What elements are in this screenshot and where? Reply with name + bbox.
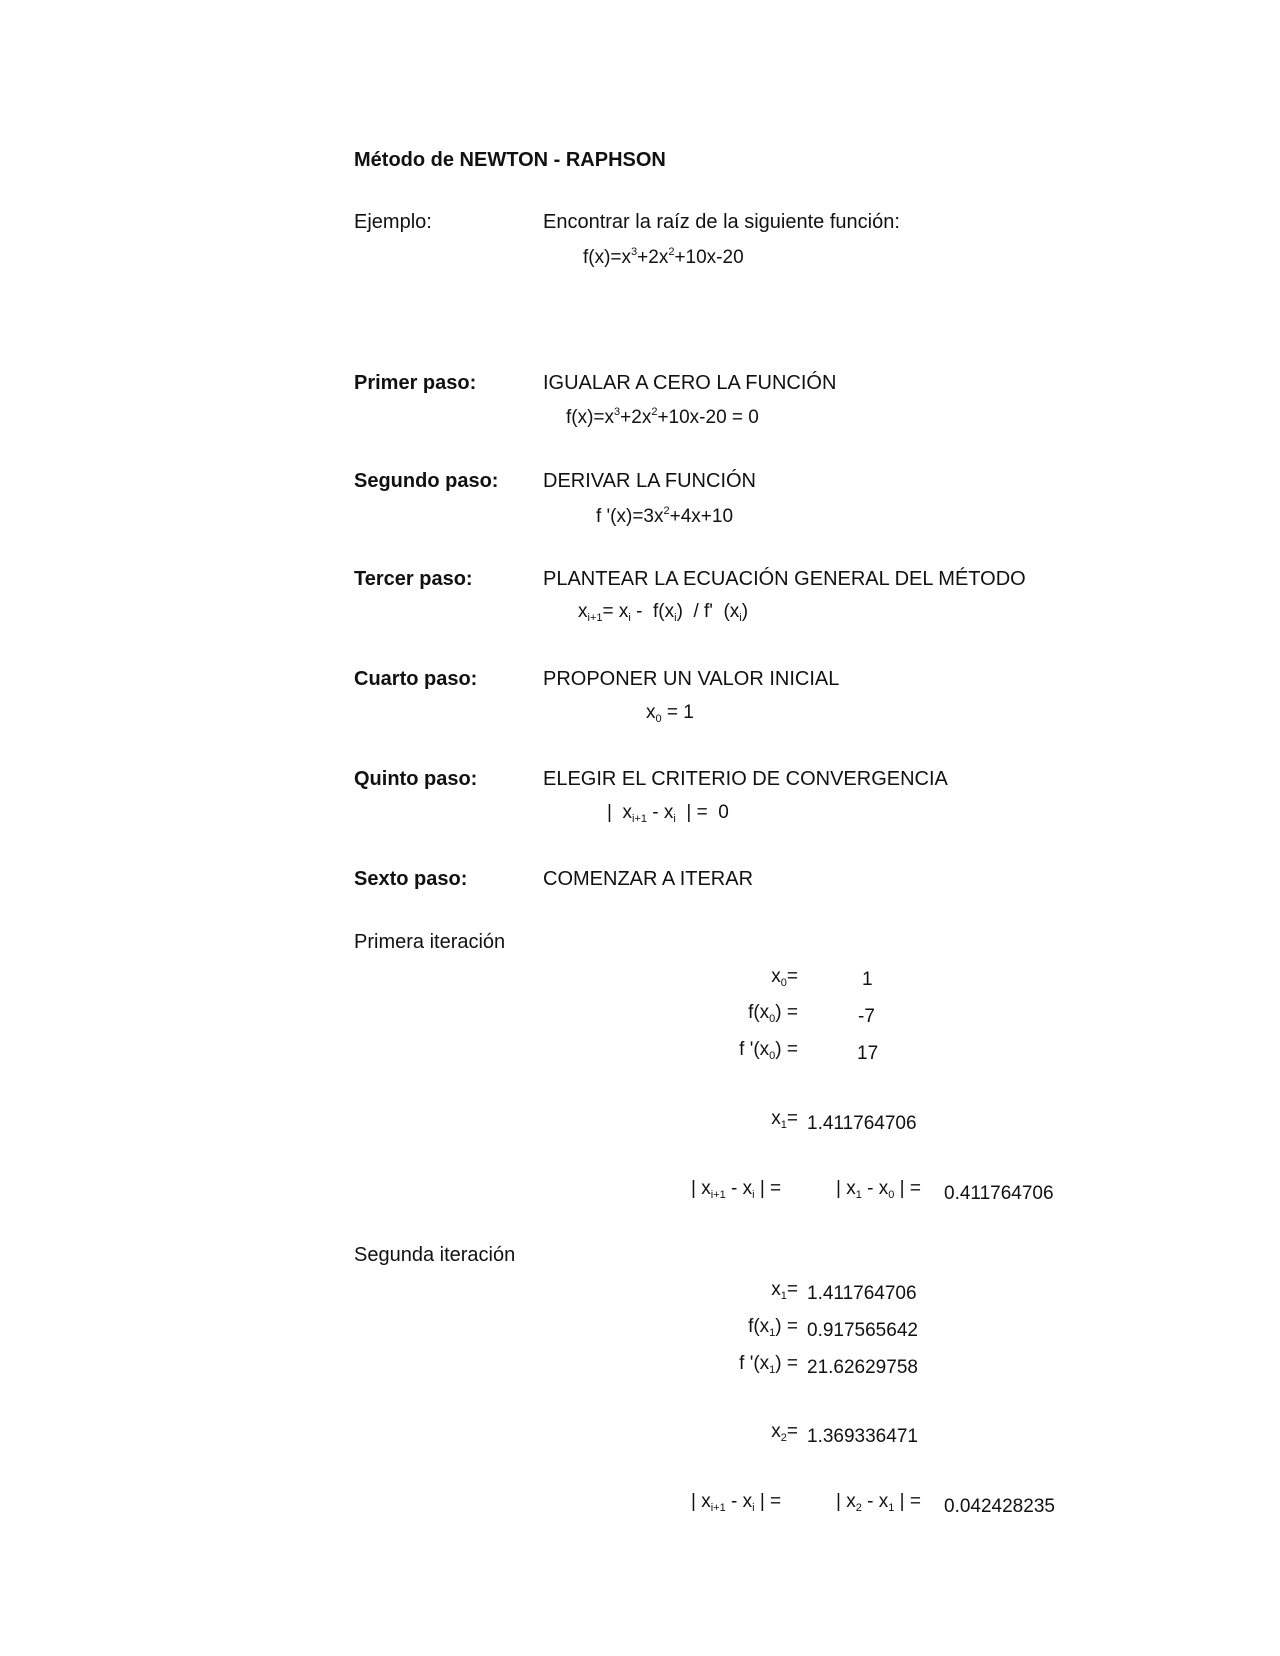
iter2-fx1-label: $f(x_1)$ = <box>748 1316 798 1339</box>
step5-text: ELEGIR EL CRITERIO DE CONVERGENCIA <box>543 768 948 790</box>
iter1-fx0-value: -7 <box>858 1006 875 1027</box>
iter1-criterion-general: | $x_{i+1} - x_i$ | = <box>691 1178 782 1201</box>
step3-label: Tercer paso: <box>354 568 473 590</box>
step1-text: IGUALAR A CERO LA FUNCIÓN <box>543 372 837 394</box>
iter1-fx0-label: $f(x_0)$ = <box>748 1002 798 1025</box>
example-function: $f(x)=x^3+2x^2+10x-20$ <box>583 246 744 268</box>
iter2-x2-value: 1.369336471 <box>807 1426 918 1447</box>
step6-text: COMENZAR A ITERAR <box>543 868 754 890</box>
iter2-x2-label: $x_2=$ <box>771 1421 798 1444</box>
iter2-error-value: 0.042428235 <box>944 1496 1055 1517</box>
step4-initial-value: $x_0 = 1$ <box>646 702 694 725</box>
step2-text: DERIVAR LA FUNCIÓN <box>543 470 756 492</box>
iter2-x1-value: 1.411764706 <box>807 1283 917 1304</box>
iter2-fx1-value: 0.917565642 <box>807 1320 918 1341</box>
step6-label: Sexto paso: <box>354 868 468 890</box>
example-label: Ejemplo: <box>354 211 432 233</box>
iter2-criterion-specific: | $x_2 - x_1$ | = <box>836 1491 921 1514</box>
page-title: Método de NEWTON - RAPHSON <box>354 149 666 171</box>
step1-equation: $f(x)=x^3+2x^2+10x-20 = 0$ <box>566 406 759 428</box>
step4-label: Cuarto paso: <box>354 668 478 690</box>
iter2-x1-label: $x_1=$ <box>771 1279 798 1302</box>
iter1-criterion-specific: | $x_1 - x_0$ | = <box>836 1178 921 1201</box>
iter1-dfx0-value: 17 <box>857 1043 879 1064</box>
iter2-criterion-general: | $x_{i+1} - x_i$ | = <box>691 1491 782 1514</box>
iter2-dfx1-value: 21.62629758 <box>807 1357 918 1378</box>
iter1-x1-label: $x_1=$ <box>771 1108 798 1131</box>
iter1-x1-value: 1.411764706 <box>807 1113 917 1134</box>
step3-formula: $x_{i+1}= x_i - f(x_i) / f'$ $(x_i)$ <box>578 601 749 624</box>
iter2-dfx1-label: f '$(x_1)$ = <box>739 1353 798 1376</box>
step5-criterion: | $x_{i+1} - x_i$ | = 0 <box>607 802 729 825</box>
step2-label: Segundo paso: <box>354 470 499 492</box>
iter1-dfx0-label: f '$(x_0)$ = <box>739 1039 798 1062</box>
step1-label: Primer paso: <box>354 372 477 394</box>
iter1-x0-value: 1 <box>862 969 873 990</box>
step2-derivative: f '$(x)=3x^2+4x+10$ <box>596 505 734 527</box>
step5-label: Quinto paso: <box>354 768 478 790</box>
iteration1-heading: Primera iteración <box>354 931 506 953</box>
example-text: Encontrar la raíz de la siguiente función: <box>543 211 900 233</box>
step3-text: PLANTEAR LA ECUACIÓN GENERAL DEL MÉTODO <box>543 568 1026 590</box>
step4-text: PROPONER UN VALOR INICIAL <box>543 668 840 690</box>
iteration2-heading: Segunda iteración <box>354 1244 516 1266</box>
iter1-error-value: 0.411764706 <box>944 1183 1054 1204</box>
iter1-x0-label: $x_0=$ <box>771 966 798 989</box>
